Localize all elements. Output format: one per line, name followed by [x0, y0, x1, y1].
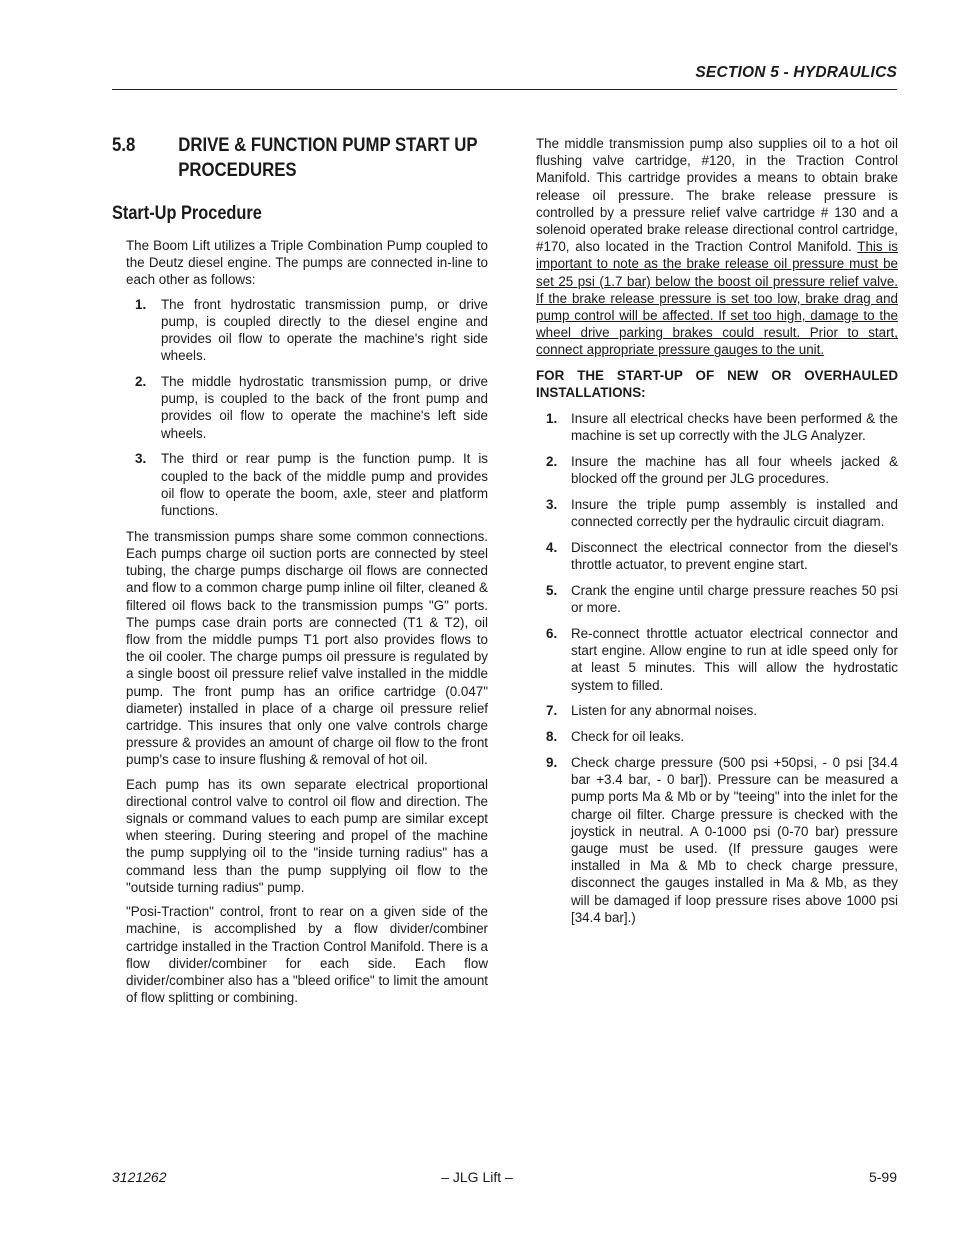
item-number: 3. [546, 497, 558, 513]
list-item [536, 410, 898, 444]
item-number: 2. [546, 454, 558, 470]
list-item [536, 582, 898, 616]
item-number: 4. [546, 540, 558, 556]
item-text: Listen for any abnormal noises. [571, 703, 758, 719]
right-column [536, 135, 898, 935]
intro-paragraph: The Boom Lift utilizes a Triple Combination Pump coupled to the Deutz diesel engine. The pumps are connected in-line to each other as follows: [126, 238, 488, 288]
item-text: Disconnect the electrical connector from the diesel's throttle actuator, to prevent engine start. [571, 540, 898, 573]
page-number: 5-99 [868, 1169, 897, 1185]
item-number: 9. [546, 755, 558, 771]
list-item [536, 728, 898, 745]
list-item [536, 702, 898, 719]
item-number: 3. [135, 451, 147, 467]
item-number: 1. [546, 411, 558, 427]
list-item [536, 754, 898, 926]
section-header: SECTION 5 - HYDRAULICS [695, 64, 897, 81]
section-heading [112, 133, 490, 183]
list-item [126, 296, 488, 365]
brake-warning-underlined: This is important to note as the brake release oil pressure must be set 25 psi (1.7 bar) below the boost oil pressure relief valve. If the brake release pressure is set too low, brake drag and pump control will be affected. If set too high, damage to the wheel drive parking brakes could result. Prior to start, connect appropriate pressure gauges to the unit. [536, 239, 898, 358]
section-number: 5.8 [112, 134, 136, 156]
list-item [126, 373, 488, 442]
startup-caption: FOR THE START-UP OF NEW OR OVERHAULED INSTALLATIONS: [536, 367, 898, 400]
header-rule [112, 89, 897, 90]
item-text: Check for oil leaks. [571, 729, 685, 745]
item-text: Insure the machine has all four wheels jacked & blocked off the ground per JLG procedures. [571, 454, 898, 487]
subheading: Start-Up Procedure [112, 203, 262, 224]
body-paragraph: The transmission pumps share some common connections. Each pumps charge oil suction ports are connected by steel tubing, the charge pumps discharge oil flows are connected and flow to a common charge pump inline oil filter, cleaned & filtered oil flows back to the transmission pumps "G" ports. The pumps case drain ports are connected (T1 & T2), oil flow from the middle pumps T1 port also provides flows to the oil cooler. The charge pumps oil pressure is regulated by a single boost oil pressure relief valve installed in the middle pump. The front pump has an orifice cartridge (0.047" diameter) installed in place of a charge oil pressure relief cartridge. This insures that only one valve controls charge pressure & provides an amount of charge oil flow to the front pump's case to insure flushing & removal of hot oil. [126, 528, 488, 768]
item-text: The front hydrostatic transmission pump, or drive pump, is coupled directly to the diesel engine and provides oil flow to operate the machine's right side wheels. [161, 296, 488, 364]
item-text: Insure all electrical checks have been performed & the machine is set up correctly with the JLG Analyzer. [571, 411, 898, 444]
item-text: Check charge pressure (500 psi +50psi, - 0 psi [34.4 bar +3.4 bar, - 0 bar]). Pressure can be measured a pump ports Ma & Mb or by "teeing" into the inlet for the charge oil filter. Charge pressure is checked with the joystick in neutral. A 0-1000 psi (0-70 bar) pressure gauge must be used. (If pressure gauges were installed in Ma & Mb to check charge pressure, disconnect the gauges installed in Ma & Mb, as they will be damaged if loop pressure rises above 1000 psi [34.4 bar].) [571, 755, 898, 925]
item-number: 2. [135, 374, 147, 390]
item-number: 1. [135, 296, 147, 312]
list-item [536, 453, 898, 487]
body-paragraph: "Posi-Traction" control, front to rear on a given side of the machine, is accomplished by a flow divider/combiner cartridge installed in the Traction Control Manifold. There is a flow divider/combiner for each side. Each flow divider/combiner also has a "bleed orifice" to limit the amount of flow splitting or combining. [126, 904, 488, 1006]
section-title: DRIVE & FUNCTION PUMP START UP PROCEDURES [178, 134, 478, 181]
item-number: 5. [546, 583, 558, 599]
list-item [536, 496, 898, 530]
list-item [536, 539, 898, 573]
brake-paragraph [536, 135, 898, 359]
item-text: Insure the triple pump assembly is installed and connected correctly per the hydraulic circuit diagram. [571, 497, 898, 530]
item-text: The middle hydrostatic transmission pump, or drive pump, is coupled to the back of the front pump and provides oil flow to operate the machine's left side wheels. [161, 374, 488, 441]
startup-steps [536, 410, 898, 926]
document-number: 3121262 [112, 1169, 167, 1185]
item-number: 8. [546, 729, 558, 745]
list-item [126, 450, 488, 519]
left-column [112, 133, 488, 1013]
pump-list [126, 296, 488, 520]
item-text: Re-connect throttle actuator electrical connector and start engine. Allow engine to run at idle speed only for at least 5 minutes. This will allow the hydrostatic system to filled. [571, 626, 898, 693]
footer-brand: – JLG Lift – [441, 1169, 513, 1185]
brake-paragraph-text: The middle transmission pump also supplies oil to a hot oil flushing valve cartridge, #120, in the Traction Control Manifold. This cartridge provides a means to obtain brake release oil pressure. The brake release pressure is controlled by a pressure relief valve cartridge # 130 and a solenoid operated brake release directional control cartridge, #170, also located in the Traction Control Manifold. [536, 136, 898, 255]
item-text: The third or rear pump is the function pump. It is coupled to the back of the middle pump and provides oil flow to operate the boom, axle, steer and platform functions. [161, 451, 488, 519]
item-text: Crank the engine until charge pressure reaches 50 psi or more. [571, 583, 898, 616]
list-item [536, 625, 898, 694]
body-paragraph: Each pump has its own separate electrical proportional directional control valve to control oil flow and direction. The signals or command values to each pump are similar except when steering. During steering and propel of the machine the pump supplying oil to the "inside turning radius" has a command less than the pump supplying oil flow to the "outside turning radius" pump. [126, 776, 488, 895]
item-number: 7. [546, 703, 558, 719]
item-number: 6. [546, 626, 558, 642]
